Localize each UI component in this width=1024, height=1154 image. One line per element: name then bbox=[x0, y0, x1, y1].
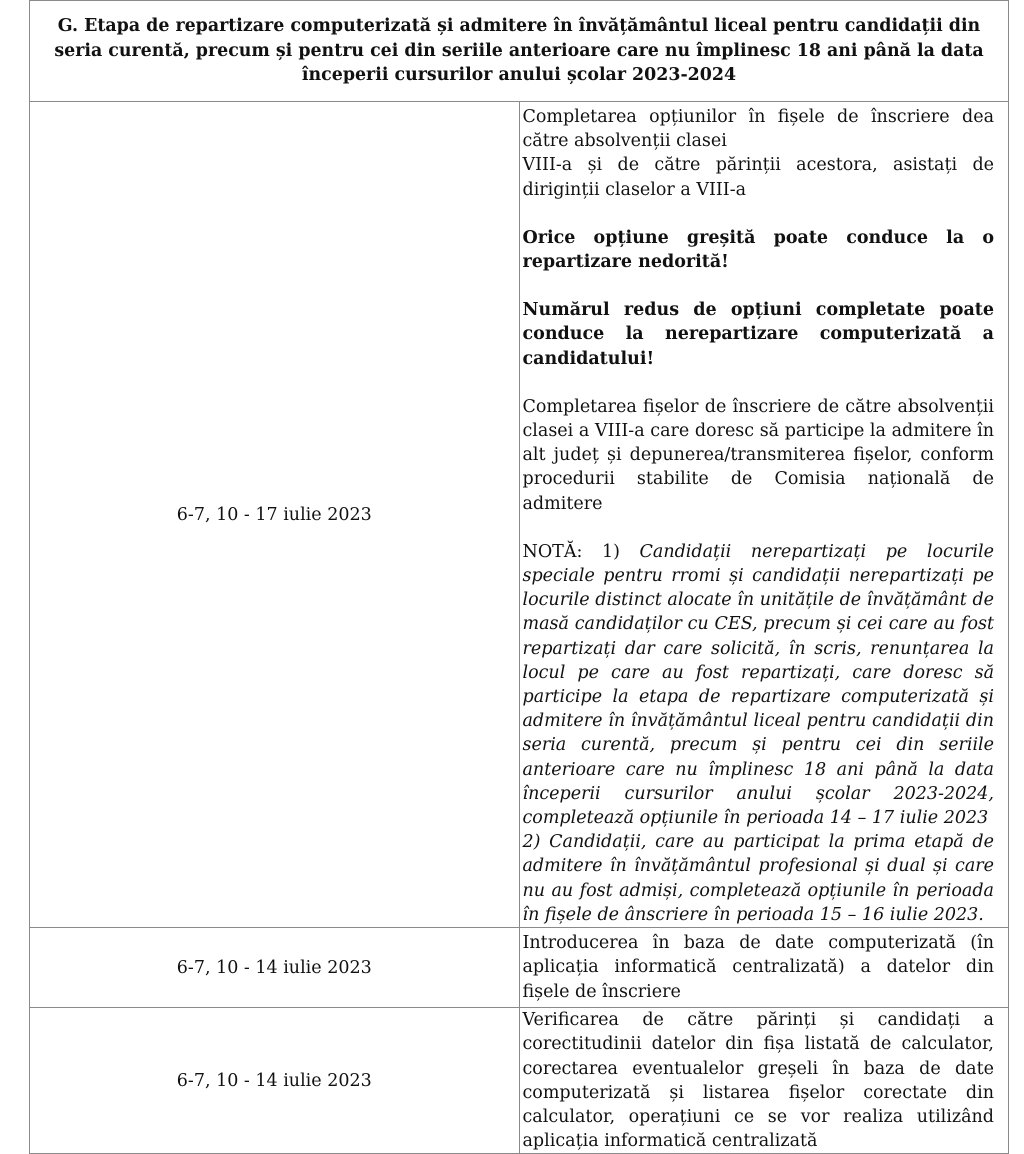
activity-text: Completarea opțiunilor în fișele de înscriere de către absolvenții clasei bbox=[522, 107, 984, 152]
section-header-row bbox=[30, 1, 1009, 102]
description-cell bbox=[519, 102, 1009, 928]
table-row bbox=[30, 1008, 1009, 1154]
description-cell: Verificarea de către părinți și candidați a corectitudinii datelor din fișa listată de calculator, corectarea eventualelor greșeli în baza de date computerizată și listarea fișelor corectate din calculator, operațiuni ce se vor realiza utilizând aplicația informatică centralizată bbox=[519, 1008, 1009, 1154]
activity-text-continued: VIII-a și de către părinții acestora, asistați de diriginții claselor a VIII-a bbox=[522, 155, 994, 200]
description-cell: Introducerea în baza de date computerizată (în aplicația informatică centralizată) a datelor din fișele de înscriere bbox=[519, 928, 1009, 1008]
activity-paragraph bbox=[523, 105, 995, 202]
warning-text: Numărul redus de opțiuni completate poate conduce la nerepartizare computerizată a candidatului! bbox=[522, 300, 994, 369]
section-title-line: începerii cursurilor anului școlar 2023-2024 bbox=[301, 65, 737, 86]
note-label: NOTĂ: 1) bbox=[522, 541, 620, 562]
activity-text-fragment: a bbox=[983, 107, 994, 127]
note-paragraph bbox=[523, 540, 995, 830]
section-title bbox=[30, 1, 1009, 102]
schedule-table bbox=[29, 0, 1009, 1154]
note-paragraph: 2) Candidații, care au participat la prima etapă de admitere în învățământul profesional și dual și care nu au fost admiși, completează opțiunile în perioada în fișele de ânscriere în perioada 15 – 16 iulie 2023. bbox=[522, 832, 994, 925]
section-title-line: seria curentă, precum și pentru cei din seriile anterioare care nu împlinesc 18 ani până la data bbox=[54, 40, 984, 61]
table-row bbox=[30, 102, 1009, 928]
activity-paragraph: Completarea fișelor de înscriere de către absolvenții clasei a VIII-a care doresc să participe la admitere în alt județ și depunerea/transmiterea fișelor, conform procedurii stabilite de Comisia națională de admitere bbox=[522, 396, 994, 514]
date-cell: 6-7, 10 - 14 iulie 2023 bbox=[30, 928, 520, 1008]
section-title-line: G. Etapa de repartizare computerizată și admitere în învățământul liceal pentru candidații din bbox=[57, 16, 981, 37]
date-cell: 6-7, 10 - 17 iulie 2023 bbox=[30, 102, 520, 928]
table-row bbox=[30, 928, 1009, 1008]
note-text: Candidații nerepartizați pe locurile speciale pentru rromi și candidații nerepartizați pe locurile distinct alocate în unitățile de învățământ de masă candidaților cu CES, precum și cei care au fost repartizați dar care solicită, în scris, renunțarea la locul pe care au fost repartizați, care doresc să participe la etapa de repartizare computerizată și admitere în învățământul liceal pentru candidații din seria curentă, precum și pentru cei din seriile anterioare care nu împlinesc 18 ani până la data începerii cursurilor anului școlar 2023-2024, completează opțiunile în perioada 14 – 17 iulie 2023 bbox=[522, 541, 994, 829]
warning-text: Orice opțiune greșită poate conduce la o repartizare nedorită! bbox=[522, 227, 994, 273]
date-cell: 6-7, 10 - 14 iulie 2023 bbox=[30, 1008, 520, 1154]
